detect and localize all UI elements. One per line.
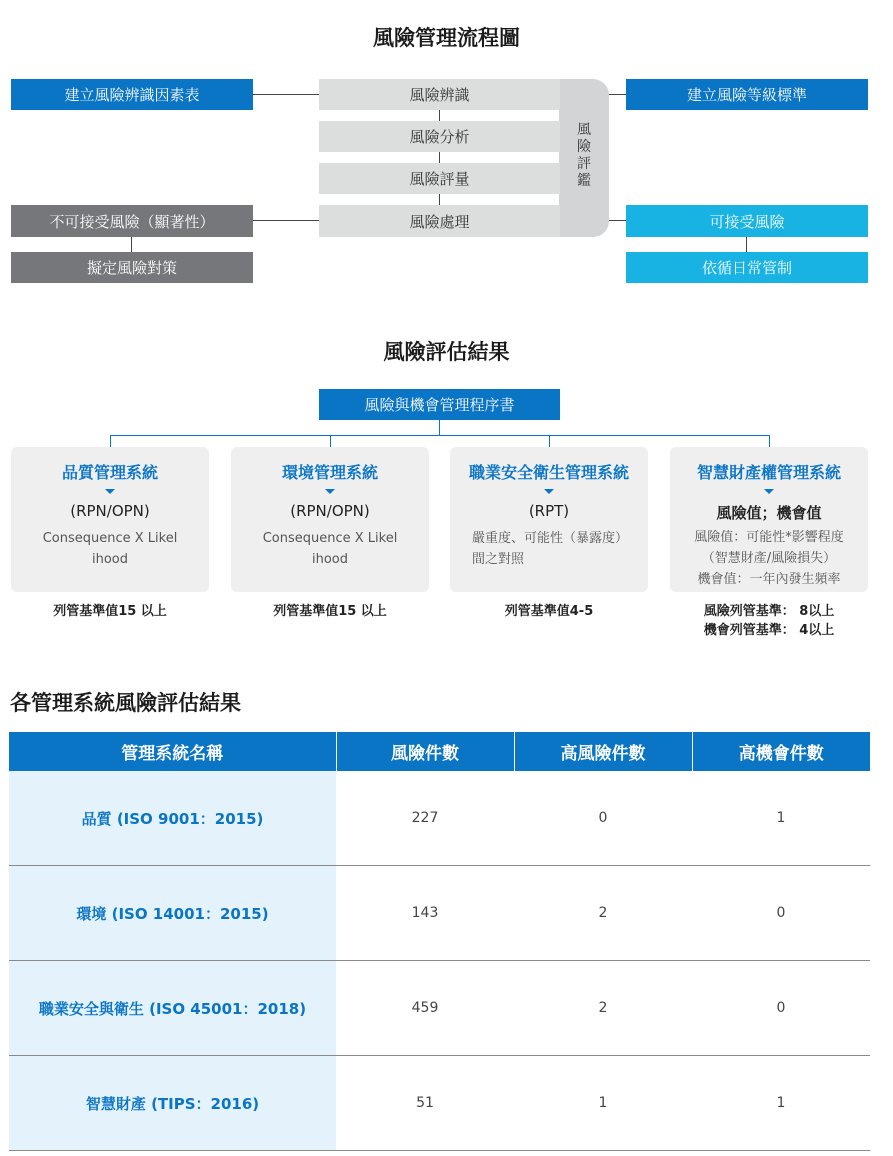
step-risk-analysis: 風險分析 xyxy=(319,121,560,152)
high-opp-cell: 0 xyxy=(692,961,870,1056)
procedure-root-box: 風險與機會管理程序書 xyxy=(319,389,560,420)
connector-left-down xyxy=(131,237,132,252)
step-risk-evaluation: 風險評量 xyxy=(319,163,560,194)
tree-branch-4 xyxy=(769,435,770,447)
table-row xyxy=(9,866,870,961)
connector-step-3 xyxy=(439,194,440,205)
header-high-opportunity-count: 高機會件數 xyxy=(692,732,870,771)
step-risk-treatment: 風險處理 xyxy=(319,205,560,237)
threshold-ip: 風險列管基準： 8以上 機會列管基準： 4以上 xyxy=(703,604,835,638)
card-ip xyxy=(670,447,868,592)
high-risk-cell: 1 xyxy=(514,1056,692,1151)
daily-control-box: 依循日常管制 xyxy=(626,252,868,283)
card-metric: (RPN/OPN) xyxy=(70,502,150,520)
connector-step-1 xyxy=(439,110,440,121)
results-table xyxy=(9,732,870,1151)
card-environment xyxy=(231,447,429,592)
connector-left-top xyxy=(253,94,319,95)
card-quality xyxy=(11,447,209,592)
tree-branch-2 xyxy=(330,435,331,447)
high-risk-cell: 2 xyxy=(514,961,692,1056)
card-metric: (RPN/OPN) xyxy=(290,502,370,520)
system-name-cell: 職業安全與衛生 (ISO 45001：2018) xyxy=(9,961,336,1056)
threshold-quality: 列管基準值15 以上 xyxy=(53,604,167,619)
card-metric: 風險值；機會值 xyxy=(716,504,822,522)
card-ohs xyxy=(450,447,648,592)
connector-left-mid xyxy=(253,220,319,221)
risk-count-cell: 51 xyxy=(336,1056,514,1151)
header-risk-count: 風險件數 xyxy=(336,732,514,771)
header-high-risk-count: 高風險件數 xyxy=(514,732,692,771)
system-name-cell: 品質 (ISO 9001：2015) xyxy=(9,771,336,866)
assessment-title: 風險評估結果 xyxy=(383,340,510,364)
threshold-ohs: 列管基準值4-5 xyxy=(504,604,594,619)
caret-down-icon xyxy=(325,489,335,494)
tree-horizontal xyxy=(110,435,769,436)
high-risk-cell: 2 xyxy=(514,866,692,961)
table-header-row xyxy=(9,732,870,771)
connector-step-2 xyxy=(439,152,440,163)
card-title: 品質管理系統 xyxy=(61,463,158,482)
card-title: 職業安全衛生管理系統 xyxy=(468,463,629,482)
table-title: 各管理系統風險評估結果 xyxy=(10,691,241,715)
connector-right-down xyxy=(746,237,747,252)
high-opp-cell: 1 xyxy=(692,1056,870,1151)
table-row xyxy=(9,771,870,866)
acceptable-risk-box: 可接受風險 xyxy=(626,205,868,237)
risk-level-standard-box: 建立風險等級標準 xyxy=(626,79,868,110)
threshold-environment: 列管基準值15 以上 xyxy=(273,604,387,619)
risk-countermeasure-box: 擬定風險對策 xyxy=(11,252,253,283)
build-risk-factor-table-box: 建立風險辨識因素表 xyxy=(11,79,253,110)
card-desc: Consequence X Likel ihood xyxy=(42,531,178,567)
tree-branch-1 xyxy=(110,435,111,447)
system-name-cell: 智慧財產 (TIPS：2016) xyxy=(9,1056,336,1151)
card-desc: Consequence X Likel ihood xyxy=(262,531,398,567)
risk-count-cell: 143 xyxy=(336,866,514,961)
caret-down-icon xyxy=(544,489,554,494)
risk-count-cell: 459 xyxy=(336,961,514,1056)
header-system-name: 管理系統名稱 xyxy=(9,732,336,771)
card-title: 環境管理系統 xyxy=(281,463,378,482)
card-desc: 風險值：可能性*影響程度 （智慧財產/風險損失） 機會值：一年內發生頻率 xyxy=(694,530,844,587)
card-metric: (RPT) xyxy=(528,502,570,520)
tree-branch-3 xyxy=(549,435,550,447)
high-opp-cell: 1 xyxy=(692,771,870,866)
caret-down-icon xyxy=(764,489,774,494)
table-row xyxy=(9,1056,870,1151)
card-desc: 嚴重度、可能性（暴露度） 間之對照 xyxy=(472,531,629,567)
risk-assessment-label: 風 險 評 鑑 xyxy=(577,122,591,189)
tree-root-stem xyxy=(439,420,440,435)
card-title: 智慧財產權管理系統 xyxy=(696,463,841,482)
high-risk-cell: 0 xyxy=(514,771,692,866)
system-name-cell: 環境 (ISO 14001：2015) xyxy=(9,866,336,961)
step-risk-identification: 風險辨識 xyxy=(319,79,560,110)
caret-down-icon xyxy=(105,489,115,494)
flow-title: 風險管理流程圖 xyxy=(373,26,520,50)
unacceptable-risk-box: 不可接受風險（顯著性） xyxy=(11,205,253,237)
risk-count-cell: 227 xyxy=(336,771,514,866)
high-opp-cell: 0 xyxy=(692,866,870,961)
table-row xyxy=(9,961,870,1056)
